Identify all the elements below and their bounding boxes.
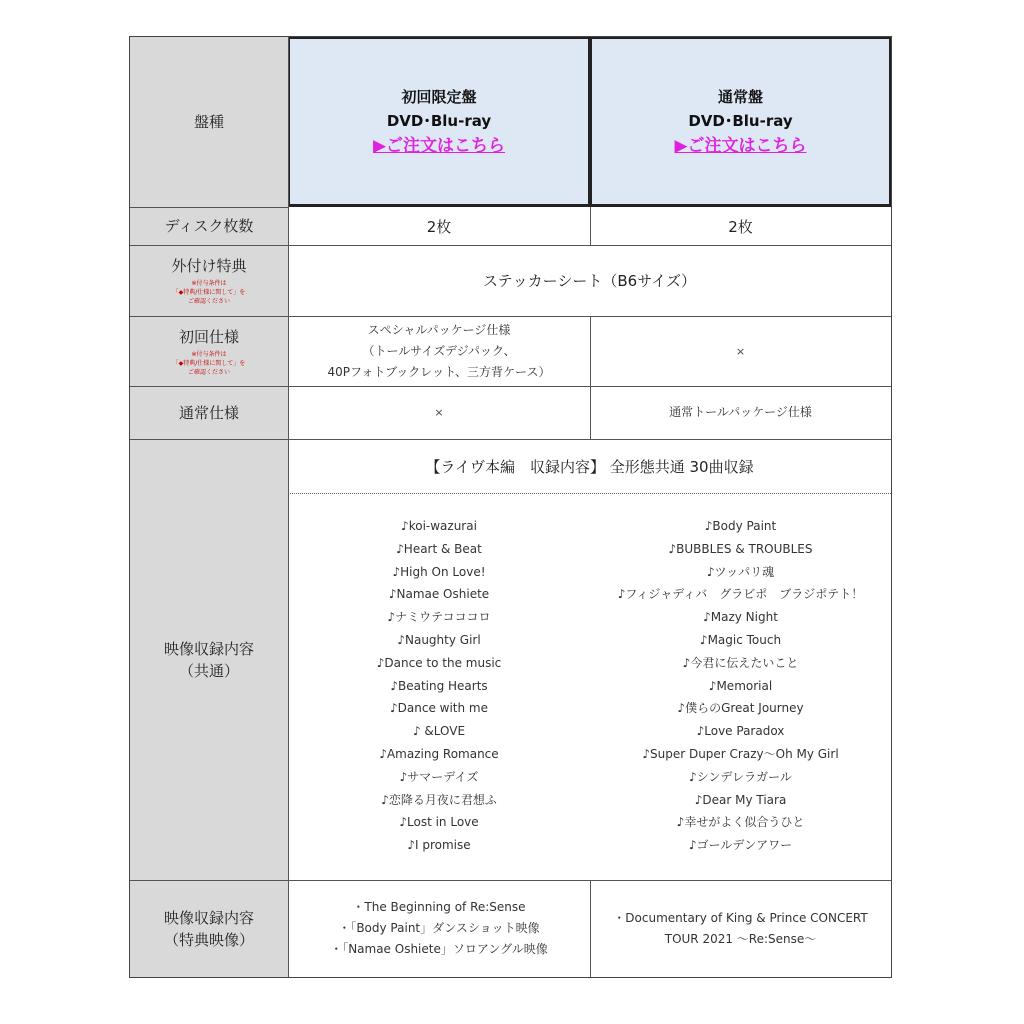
- song-item: ♪Love Paradox: [696, 724, 785, 739]
- label-regular-spec-text: 通常仕様: [178, 403, 239, 422]
- song-item: ♪Heart & Beat: [396, 541, 482, 556]
- label-video-common: [130, 439, 288, 880]
- row-divider: [130, 439, 891, 440]
- song-item: ♪Super Duper Crazy～Oh My Girl: [642, 746, 839, 761]
- row-divider: [130, 316, 891, 317]
- column-divider: [590, 207, 591, 245]
- limited-first-spec: [288, 316, 590, 386]
- song-item: ♪Memorial: [708, 678, 773, 693]
- bonus-note-line: ご確認ください: [187, 298, 230, 305]
- label-video-bonus: [130, 880, 288, 977]
- song-item: ♪High On Love!: [392, 564, 486, 579]
- label-disc-count: [130, 207, 288, 245]
- limited-disc-count: [288, 207, 590, 245]
- first-spec-note-line: ご確認ください: [187, 368, 230, 376]
- setlist-left: [288, 515, 590, 857]
- column-divider: [590, 316, 591, 439]
- regular-disc-count: [590, 207, 891, 245]
- regular-bonus-video: [590, 880, 891, 977]
- label-edition: [130, 37, 288, 207]
- regular-bonus-video-line: TOUR 2021 ～Re:Sense～: [664, 931, 817, 946]
- row-divider: [130, 245, 891, 246]
- regular-regular-spec-value: 通常トールパッケージ仕様: [669, 405, 812, 419]
- song-item: ♪ナミウテコココロ: [387, 610, 491, 625]
- label-regular-spec: [130, 386, 288, 439]
- limited-regular-spec: [288, 386, 590, 439]
- dotted-divider: [288, 493, 891, 494]
- limited-first-spec-line: （トールサイズデジパック、: [362, 343, 516, 358]
- regular-order-link[interactable]: ▶ご注文はこちら: [674, 135, 807, 156]
- song-item: ♪Beating Hearts: [390, 678, 488, 693]
- first-spec-note-line: 「◆特典/仕様に関して」を: [172, 359, 246, 367]
- regular-regular-spec: [590, 386, 891, 439]
- label-first-spec-text: 初回仕様: [178, 327, 239, 346]
- regular-title: 通常盤: [717, 87, 763, 106]
- edition-comparison-table: [129, 36, 892, 978]
- song-item: ♪Amazing Romance: [379, 746, 499, 761]
- limited-title: 初回限定盤: [401, 87, 477, 106]
- limited-order-link[interactable]: ▶ご注文はこちら: [372, 135, 506, 156]
- first-spec-note-line: ※付与条件は: [191, 350, 227, 358]
- label-first-spec: [130, 316, 288, 386]
- song-item: ♪Mazy Night: [703, 610, 778, 625]
- limited-disc-count-value: 2枚: [426, 217, 452, 236]
- first-spec-note: [173, 350, 246, 377]
- song-item: ♪I promise: [407, 838, 471, 853]
- row-divider: [130, 386, 891, 387]
- setlist-right: [590, 515, 891, 857]
- song-item: ♪ツッパリ魂: [706, 564, 775, 579]
- regular-disc-count-value: 2枚: [728, 217, 753, 236]
- song-item: ♪koi-wazurai: [401, 519, 477, 533]
- limited-bonus-video-line: ・「Body Paint」ダンスショット映像: [338, 921, 540, 935]
- song-item: ♪シンデレラガール: [689, 769, 792, 784]
- label-video-common-line: 映像収録内容: [163, 639, 254, 658]
- regular-first-spec: [590, 316, 891, 386]
- label-edition-text: 盤種: [193, 113, 224, 131]
- song-item: ♪Naughty Girl: [397, 632, 481, 647]
- song-item: ♪サマーデイズ: [399, 769, 479, 784]
- song-item: ♪フィジャディバ グラビポ ブラジポテト！: [617, 587, 864, 602]
- limited-first-spec-line: スペシャルパッケージ仕様: [367, 322, 511, 337]
- regular-first-spec-value: ×: [735, 344, 746, 358]
- label-video-bonus-line: （特典映像）: [163, 930, 254, 949]
- song-item: ♪Lost in Love: [399, 815, 479, 830]
- song-item: ♪Dance with me: [390, 701, 488, 716]
- song-item: ♪ &LOVE: [412, 724, 466, 739]
- song-item: ♪Namae Oshiete: [388, 587, 490, 602]
- song-item: ♪Dear My Tiara: [694, 792, 787, 807]
- bonus-item-text: ステッカーシート（B6サイズ）: [482, 272, 697, 290]
- column-divider: [288, 37, 289, 977]
- regular-bonus-video-line: ・Documentary of King & Prince CONCERT: [613, 910, 868, 925]
- label-disc-count-text: ディスク枚数: [164, 217, 254, 235]
- regular-format: DVD･Blu-ray: [688, 111, 793, 130]
- song-item: ♪Magic Touch: [699, 632, 782, 647]
- limited-regular-spec-value: ×: [434, 406, 444, 419]
- header-regular-edition: [590, 37, 891, 207]
- column-divider: [590, 245, 591, 316]
- label-bonus: [130, 245, 288, 316]
- song-item: ♪ゴールデンアワー: [688, 838, 793, 853]
- limited-bonus-video-line: ・「Namae Oshiete」ソロアングル映像: [330, 942, 548, 956]
- row-divider: [130, 207, 288, 208]
- limited-bonus-video: [288, 880, 590, 977]
- song-item: ♪BUBBLES & TROUBLES: [668, 541, 813, 556]
- column-divider: [590, 880, 591, 977]
- live-content-header-text: 【ライヴ本編 収録内容】 全形態共通 30曲収録: [425, 457, 754, 476]
- label-bonus-text: 外付け特典: [171, 257, 247, 275]
- label-video-bonus-line: 映像収録内容: [163, 908, 254, 927]
- song-item: ♪僕らのGreat Journey: [677, 701, 804, 716]
- bonus-note-line: 「◆特典/仕様に関して」を: [172, 289, 246, 296]
- limited-format: DVD･Blu-ray: [386, 111, 492, 130]
- limited-first-spec-line: 40Pフォトブックレット、三方背ケース）: [327, 364, 551, 379]
- song-item: ♪幸せがよく似合うひと: [676, 815, 805, 830]
- song-item: ♪Dance to the music: [376, 655, 502, 670]
- bonus-note: [173, 279, 246, 306]
- song-item: ♪恋降る月夜に君想ふ: [381, 792, 497, 807]
- limited-bonus-video-line: ・The Beginning of Re:Sense: [352, 900, 526, 914]
- label-video-common-line: （共通）: [178, 661, 239, 680]
- song-item: ♪今君に伝えたいこと: [682, 655, 799, 670]
- song-item: ♪Body Paint: [704, 519, 777, 533]
- row-divider: [130, 880, 891, 881]
- bonus-note-line: ※付与条件は: [191, 280, 227, 287]
- live-content-header: [288, 439, 891, 493]
- header-limited-edition: [288, 37, 590, 207]
